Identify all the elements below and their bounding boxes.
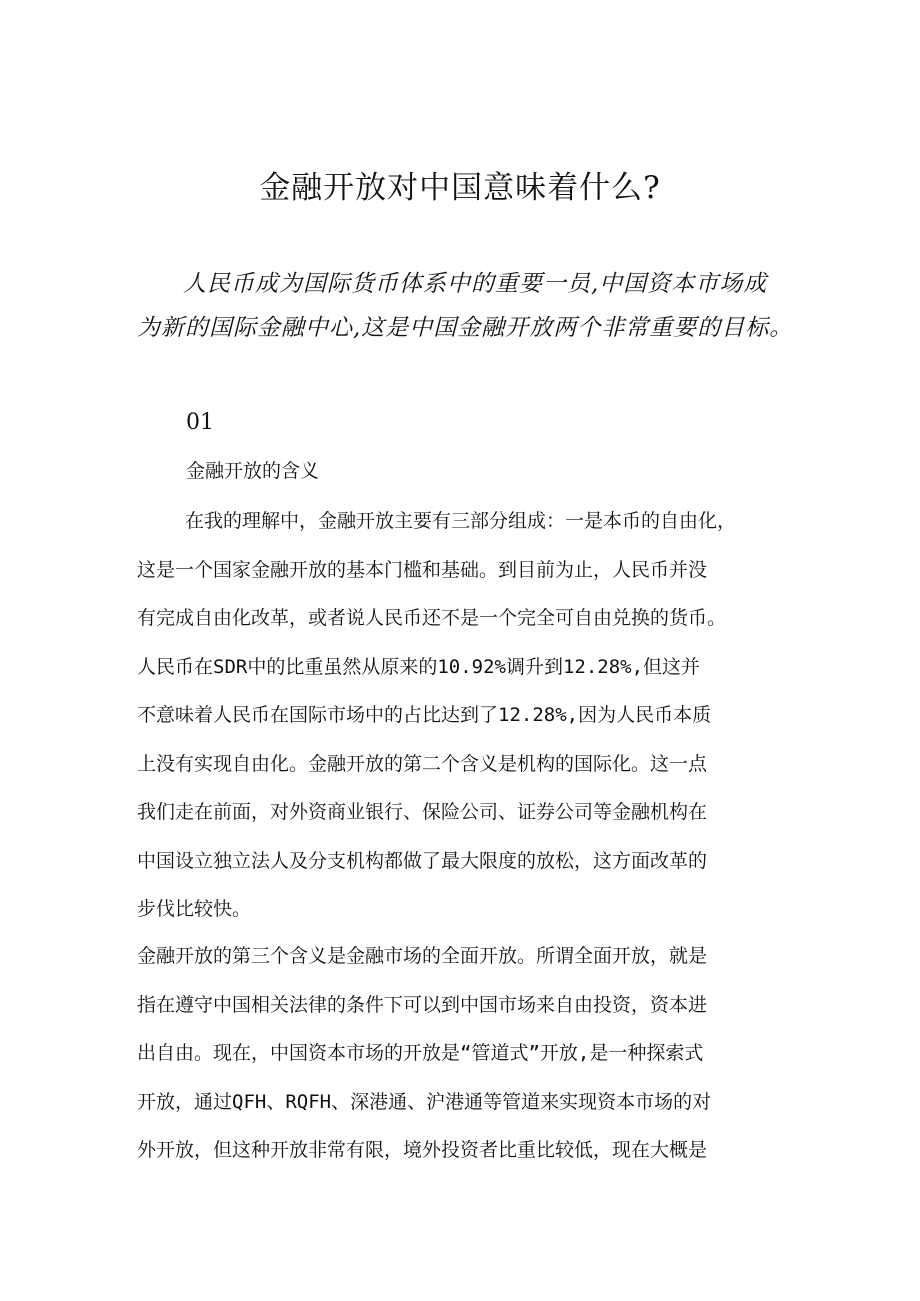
document-title: 金融开放对中国意味着什么? bbox=[259, 170, 661, 206]
paragraph-line: 我们走在前面，对外资商业银行、保险公司、证券公司等金融机构在 bbox=[137, 801, 708, 823]
paragraph-line: 出自由。现在，中国资本市场的开放是“管道式”开放,是一种探索式 bbox=[137, 1042, 704, 1064]
paragraph-line: 在我的理解中，金融开放主要有三部分组成：一是本币的自由化， bbox=[185, 510, 737, 532]
paragraph-line: 不意味着人民币在国际市场中的占比达到了12.28%,因为人民币本质 bbox=[137, 704, 712, 726]
lead-line: 为新的国际金融中心,这是中国金融开放两个非常重要的目标。 bbox=[137, 315, 794, 341]
paragraph-line: 步伐比较快。 bbox=[137, 898, 252, 920]
paragraph-line: 中国设立独立法人及分支机构都做了最大限度的放松，这方面改革的 bbox=[137, 849, 708, 872]
paragraph-line: 有完成自由化改革，或者说人民币还不是一个完全可自由兑换的货币。 bbox=[137, 607, 727, 629]
paragraph-line: 金融开放的第三个含义是金融市场的全面开放。所谓全面开放，就是 bbox=[137, 945, 708, 967]
paragraph-line: 外开放，但这种开放非常有限，境外投资者比重比较低，现在大概是 bbox=[137, 1139, 708, 1161]
paragraph-line: 上没有实现自由化。金融开放的第二个含义是机构的国际化。这一点 bbox=[137, 752, 708, 775]
lead-line: 人民币成为国际货币体系中的重要一员,中国资本市场成 bbox=[183, 271, 768, 297]
paragraph-line: 人民币在SDR中的比重虽然从原来的10.92%调升到12.28%,但这并 bbox=[137, 655, 701, 678]
paragraph-line: 指在遵守中国相关法律的条件下可以到中国市场来自由投资，资本进 bbox=[137, 993, 708, 1016]
section-heading: 金融开放的含义 bbox=[186, 460, 320, 482]
paragraph-line: 开放，通过QFH、RQFH、深港通、沪港通等管道来实现资本市场的对 bbox=[137, 1090, 712, 1113]
body-paragraph-1 bbox=[137, 497, 797, 934]
body-paragraph-2 bbox=[137, 932, 797, 1175]
paragraph-line: 这是一个国家金融开放的基本门槛和基础。到目前为止，人民币并没 bbox=[137, 558, 708, 581]
lead-paragraph bbox=[137, 262, 807, 350]
section-number: 01 bbox=[186, 410, 214, 435]
